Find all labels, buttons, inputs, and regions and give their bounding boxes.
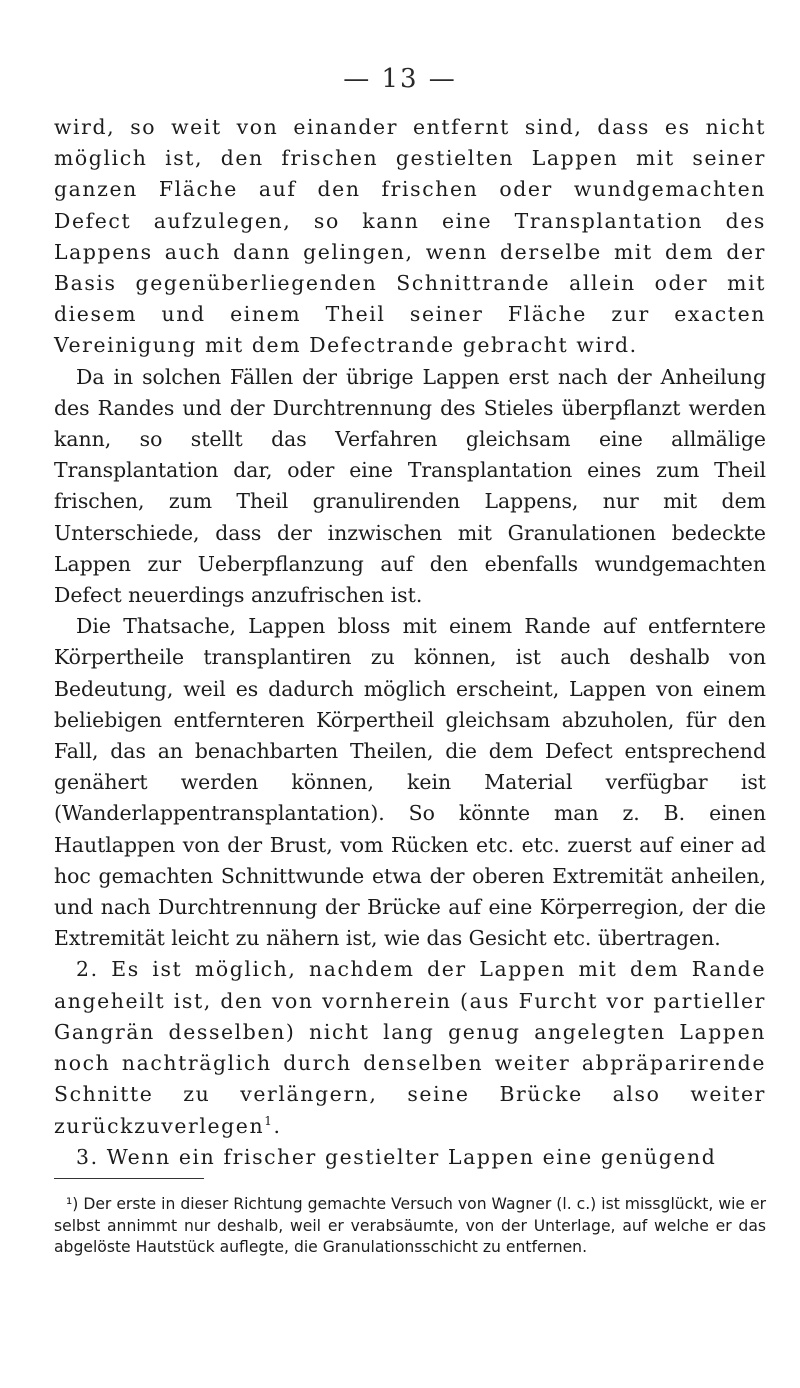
- paragraph: 3. Wenn ein frischer gestielter Lappen eine genügend: [76, 1144, 717, 1169]
- footnote-paragraph: [54, 1194, 766, 1259]
- footnote: [54, 1194, 766, 1259]
- main-text: [54, 112, 766, 1173]
- paragraph-tail: .: [273, 1113, 282, 1138]
- paragraph: Da in solchen Fällen der übrige Lappen erst nach der Anheilung des Randes und der Durchtrennung des Stieles überpflanzt werden kann, so stellt das Verfahren gleichsam eine allmälige Transplantation dar, oder eine Transplantation eines zum Theil frischen, zum Theil granulirenden Lappens, nur mit dem Unterschiede, dass der inzwischen mit Granulationen bedeckte Lappen zur Ueberpflanzung auf den ebenfalls wundgemachten Defect neuerdings anzufrischen ist.: [54, 364, 766, 608]
- paragraph: wird, so weit von einander entfernt sind, dass es nicht möglich ist, den frischen gestielten Lappen mit seiner ganzen Fläche auf den frischen oder wundgemachten Defect aufzulegen, so kann eine Transplantation des Lappens auch dann gelingen, wenn derselbe mit dem der Basis gegenüberliegenden Schnittrande allein oder mit diesem und einem Theil seiner Fläche zur exacten Vereinigung mit dem Defectrande gebracht wird.: [54, 115, 766, 358]
- footnote-marker: ¹): [66, 1195, 79, 1213]
- footnote-text: Der erste in dieser Richtung gemachte Versuch von Wagner (l. c.) ist missglückt, wie er selbst annimmt nur deshalb, weil er verabsäumte, von der Unterlage, auf welche er das abgelöste Hautstück auflegte, die Granulationsschicht zu entfernen.: [54, 1195, 766, 1256]
- page-number: — 13 —: [343, 64, 457, 94]
- paragraph-text: 2. Es ist möglich, nachdem der Lappen mit dem Rande angeheilt ist, den von vornherein (aus Furcht vor partieller Gangrän desselben) nicht lang genug angelegten Lappen noch nachträglich durch denselben weiter abpräparirende Schnitte zu verlängern, seine Brücke also weiter zurückzuverlegen: [54, 957, 766, 1138]
- paragraph: [54, 954, 766, 1141]
- footnote-divider: [54, 1178, 204, 1179]
- footnote-reference: 1: [264, 1113, 274, 1128]
- paragraph: Die Thatsache, Lappen bloss mit einem Rande auf entferntere Körpertheile transplantiren zu können, ist auch deshalb von Bedeutung, weil es dadurch möglich erscheint, Lappen von einem beliebigen entfernteren Körpertheil gleichsam abzuholen, für den Fall, das an benachbarten Theilen, die dem Defect entsprechend genähert werden können, kein Material verfügbar ist (Wanderlappentransplantation). So könnte man z. B. einen Hautlappen von der Brust, vom Rücken etc. etc. zuerst auf einer ad hoc gemachten Schnittwunde etwa der oberen Extremität anheilen, und nach Durchtrennung der Brücke auf eine Körperregion, der die Extremität leicht zu nähern ist, wie das Gesicht etc. übertragen.: [54, 614, 766, 951]
